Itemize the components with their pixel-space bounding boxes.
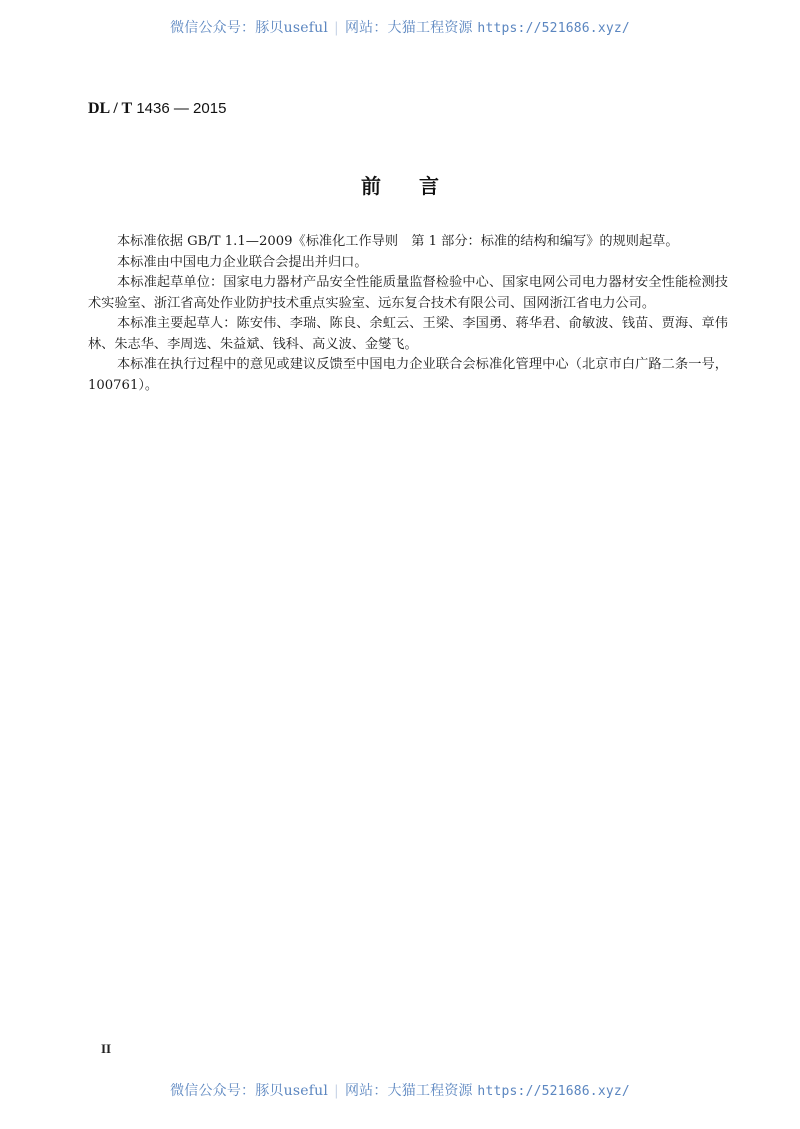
watermark-separator: | — [334, 1083, 339, 1099]
paragraph-proposer: 本标准由中国电力企业联合会提出并归口。 — [117, 254, 368, 270]
paragraph-drafting-rules: 本标准依据 GB/T 1.1—2009《标准化工作导则 第 1 部分：标准的结构和编写》的规则起草。 — [117, 234, 679, 249]
document-code-number: 1436 — 2015 — [136, 100, 227, 117]
watermark-site: 网站：大猫工程资源 — [344, 1083, 473, 1099]
page-title: 前言 — [361, 174, 477, 198]
watermark-url[interactable]: https://521686.xyz/ — [477, 21, 630, 36]
watermark-wechat: 微信公众号：豚贝useful — [170, 20, 329, 36]
document-code — [88, 100, 226, 118]
paragraph-drafters: 本标准主要起草人：陈安伟、李瑞、陈良、余虹云、王梁、李国勇、蒋华君、俞敏波、钱苗、贾海、章伟林、朱志华、李周选、朱益斌、钱科、高义波、金燮飞。 — [88, 316, 728, 352]
paragraph-drafting-units: 本标准起草单位：国家电力器材产品安全性能质量监督检验中心、国家电网公司电力器材安全性能检测技术实验室、浙江省高处作业防护技术重点实验室、远东复合技术有限公司、国网浙江省电力公司。 — [88, 275, 728, 311]
watermark-bottom — [0, 1080, 800, 1100]
watermark-url[interactable]: https://521686.xyz/ — [477, 1084, 630, 1099]
document-code-prefix: DL / T — [88, 100, 133, 117]
page-number: II — [101, 1041, 112, 1056]
paragraph-feedback: 本标准在执行过程中的意见或建议反馈至中国电力企业联合会标准化管理中心（北京市白广路二条一号，100761）。 — [88, 357, 728, 393]
watermark-top — [0, 17, 800, 37]
watermark-wechat: 微信公众号：豚贝useful — [170, 1083, 329, 1099]
watermark-site: 网站：大猫工程资源 — [344, 20, 473, 36]
foreword-body — [88, 232, 728, 396]
watermark-separator: | — [334, 20, 339, 36]
